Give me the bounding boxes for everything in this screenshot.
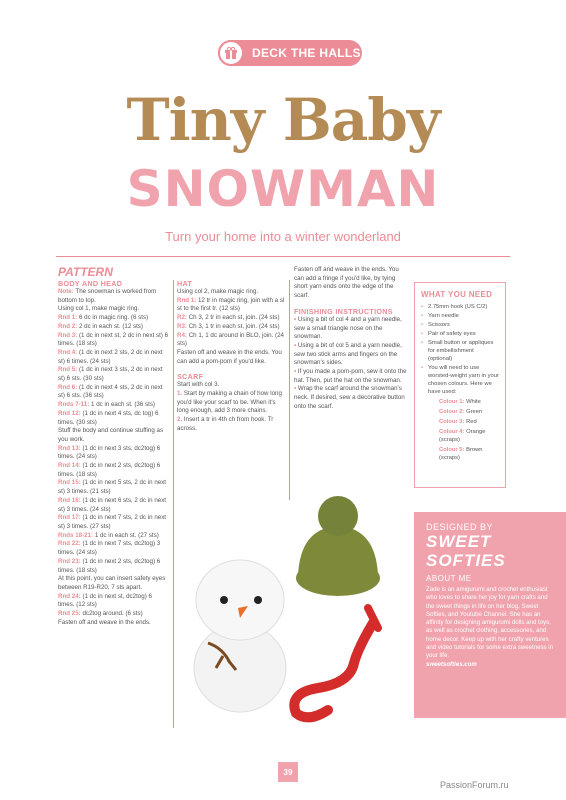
list-item: Rnd 1: 12 tr in magic ring, join with a sl st to the first tr. (12 sts) [177,296,285,313]
round-list [58,314,170,427]
list-item: R4: Ch 1, 1 dc around in BLO, join. (24 sts) [177,331,284,348]
list-item: Rnd 6: (1 dc in next 4 sts, 2 dc in next st) 6 sts. (36 sts) [58,383,163,400]
designer-bio: Zade is an amigurumi and crochet enthusiast who loves to share her joy for yarn crafts and the sweet things in life on her blog, Sweet Softies, and Youtube Channel. She has an affinity for designing amigurumi dolls and toys, as well as crochet clothing, accessories, and home decor. Keep up with her crafty ventures and video tutorials for some extra sweetness in your life. [426,586,554,660]
round-list [58,445,170,576]
title-script: Tiny Baby [126,86,440,154]
list-item: 1. Start by making a chain of how long you'd like your scarf to be. When it's long enough, add 3 more chains. [177,390,282,415]
list-item: Rnd 15: (1 dc in next 5 sts, 2 dc in next st) 3 times. (21 sts) [58,479,167,496]
snowman-photo [178,488,414,728]
what-you-need-box [414,282,506,488]
title-main: SNOWMAN [126,160,440,218]
list-item: Rnd 16: (1 dc in next 6 sts, 2 dc in next st) 3 times. (24 sts) [58,496,167,513]
badge-label: DECK THE HALLS [252,46,361,60]
stuff-note: Stuff the body and continue stuffing as you work. [58,427,164,443]
list-item: R3: Ch 3, 1 tr in each st, join. (24 sts) [177,322,280,330]
pattern-column-2 [177,266,285,434]
pattern-column-1 [58,266,170,627]
designer-name-2: SOFTIES [426,551,506,570]
colour-item: Colour 1: White [439,399,481,405]
list-item: 2. Insert a tr in 4th ch from hook. Tr across. [177,416,274,432]
list-item: Rnd 2: 2 dc in each st. (12 sts) [58,322,143,330]
fasten-note: Fasten off and weave in the ends. [58,618,151,626]
list-item: • If you made a pom-pom, sew it onto the hat. Then, put the hat on the snowman. [294,368,407,384]
column-divider [289,280,290,500]
list-item: • Yarn needle [421,313,459,319]
colour-item: Colour 4: Orange (scraps) [439,429,486,443]
scarf-fasten: Fasten off and weave in the ends. You can add a fringe if you'd like, by tying short yarn ends onto the edge of the scarf. [294,266,399,300]
designer-url[interactable]: sweetsofties.com [426,660,477,668]
finishing-title: FINISHING INSTRUCTIONS [294,306,393,316]
designer-name-1: SWEET [426,532,492,551]
pattern-title: PATTERN [58,265,113,279]
designed-by-label: DESIGNED BY [426,522,494,532]
section-badge [218,40,362,66]
note: Note: The snowman is worked from bottom to top. [58,288,157,304]
list-item: • Using a bit of col 4 and a yarn needle, sew a small triangle nose on the snowman. [294,315,402,341]
about-me-label: ABOUT ME [426,574,472,583]
page-number: 39 [278,762,298,782]
list-item: Rnd 12: (1 dc in next 4 sts, dc tog) 6 times. (30 sts) [58,409,159,426]
list-item: • Using a bit of col 5 and a yarn needle, sew two stick arms and fingers on the snowman's sides. [294,341,402,367]
hat-intro: Using col 2, make magic ring. [177,288,259,295]
list-item: • Pair of safety eyes [421,331,476,337]
round-list [58,593,170,619]
list-item: Rnd 4: (1 dc in next 2 sts, 2 dc in next st) 6 times. (24 sts) [58,348,163,365]
scarf-title: SCARF [177,372,204,382]
list-item: Rnd 17: (1 dc in next 7 sts, 2 dc in next st) 3 times. (27 sts) [58,514,167,530]
hat-title: HAT [177,279,193,288]
colour-item: Colour 3: Red [439,419,477,425]
column-divider [173,280,174,728]
designer-box [414,512,566,718]
list-item: Rnds 18-21: 1 dc in each st. (27 sts) [58,531,159,539]
scarf-intro: Start with col 3. [177,381,220,389]
intro: Using col 1, make magic ring. [58,305,140,313]
colour-item: Colour 2: Green [439,409,483,415]
list-item: Rnd 23: (1 dc in next 2 sts, dc2tog) 6 times. (18 sts) [58,557,161,574]
list-item: Rnd 1: 6 dc in magic ring. (6 sts) [58,314,149,322]
watermark: PassionForum.ru [440,780,509,790]
list-item: • Wrap the scarf around the snowman's neck. If desired, sew a decorative button onto the scarf. [294,385,405,410]
list-item: Rnd 3: (1 dc in next st, 2 dc in next st) 6 times. (18 sts) [58,331,169,348]
list-item: Rnd 25: dc2tog around. (6 sts) [58,610,143,618]
eyes-note: At this point, you can insert safety eyes between R19-R20, 7 sts apart. [58,575,166,591]
colour-item: Colour 5: Brown (scraps) [439,447,483,461]
divider [56,256,510,257]
what-you-need-title: WHAT YOU NEED [421,290,493,299]
tagline: Turn your home into a winter wonderland [165,229,401,244]
hat-fasten: Fasten off and weave in the ends. You can add a pom-pom if you'd like. [177,348,282,365]
gift-icon [218,40,244,66]
list-item: Rnd 5: (1 dc in next 3 sts, 2 dc in next st) 6 sts. (30 sts) [58,366,163,383]
list-item: Rnds 7-11: 1 dc in each st. (36 sts) [58,401,155,409]
list-item: Rnd 13: (1 dc in next 3 sts, dc2tog) 6 times. (24 sts) [58,444,161,461]
list-item: • Small button or appliques for embellishment (optional) [421,340,494,362]
list-item: R2: Ch 3, 2 tr in each st, join. (24 sts) [177,314,280,322]
list-item: • 2.75mm hook (US C/2) [421,304,488,310]
body-head-title: BODY AND HEAD [58,279,123,288]
pattern-column-3 [294,266,407,412]
list-item: Rnd 14: (1 dc in next 2 sts, dc2tog) 6 times. (18 sts) [58,462,161,478]
list-item: • Scissors [421,322,450,328]
list-item: Rnd 22: (1 dc in next 7 sts, dc2tog) 3 times. (24 sts) [58,540,161,557]
list-item: Rnd 24: (1 dc in next st, dc2tog) 6 times. (12 sts) [58,592,152,609]
list-item: • You will need to use worsted-weight yarn in your chosen colours. Here we have used: [421,365,499,395]
